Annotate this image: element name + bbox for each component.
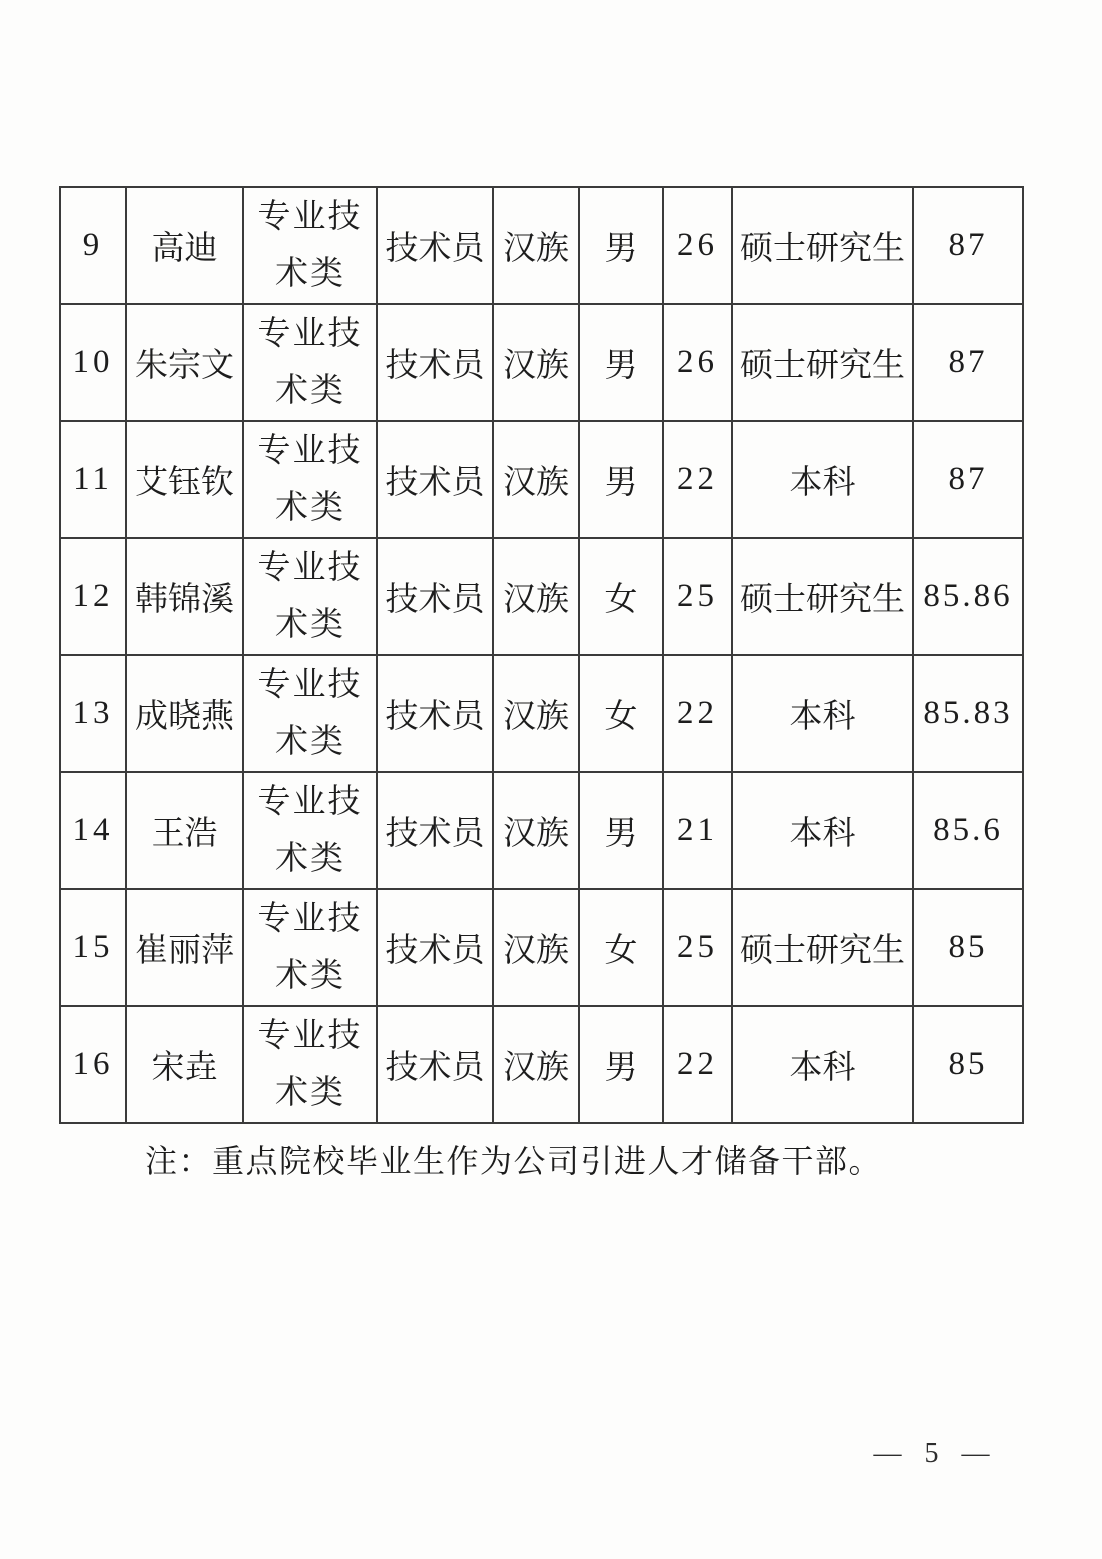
- cell-no: 10: [60, 304, 126, 421]
- cell-position: 技术员: [377, 1006, 493, 1123]
- table-row: [60, 772, 1023, 889]
- cell-score: 85.83: [913, 655, 1023, 772]
- cell-name: 艾钰钦: [126, 421, 243, 538]
- category-text: 专业技术类: [257, 315, 363, 409]
- cell-age: 26: [663, 187, 732, 304]
- table-row: [60, 187, 1023, 304]
- cell-no: 9: [60, 187, 126, 304]
- cell-name: 宋垚: [126, 1006, 243, 1123]
- cell-education: 硕士研究生: [732, 187, 913, 304]
- cell-gender: 男: [579, 304, 663, 421]
- cell-ethnicity: 汉族: [493, 187, 579, 304]
- table-row: [60, 1006, 1023, 1123]
- cell-gender: 女: [579, 655, 663, 772]
- cell-category: [243, 772, 377, 889]
- cell-education: 硕士研究生: [732, 304, 913, 421]
- cell-position: 技术员: [377, 538, 493, 655]
- cell-name: 成晓燕: [126, 655, 243, 772]
- cell-ethnicity: 汉族: [493, 538, 579, 655]
- cell-gender: 女: [579, 538, 663, 655]
- personnel-roster-table: [59, 186, 1024, 1124]
- category-text: 专业技术类: [257, 1017, 363, 1111]
- cell-category: [243, 304, 377, 421]
- cell-ethnicity: 汉族: [493, 1006, 579, 1123]
- cell-gender: 男: [579, 421, 663, 538]
- cell-position: 技术员: [377, 187, 493, 304]
- cell-score: 85.86: [913, 538, 1023, 655]
- category-text: 专业技术类: [257, 783, 363, 877]
- cell-gender: 男: [579, 187, 663, 304]
- category-text: 专业技术类: [257, 198, 363, 292]
- cell-score: 87: [913, 304, 1023, 421]
- cell-category: [243, 655, 377, 772]
- cell-no: 15: [60, 889, 126, 1006]
- cell-ethnicity: 汉族: [493, 421, 579, 538]
- cell-no: 13: [60, 655, 126, 772]
- category-text: 专业技术类: [257, 900, 363, 994]
- cell-ethnicity: 汉族: [493, 304, 579, 421]
- cell-score: 85.6: [913, 772, 1023, 889]
- cell-score: 85: [913, 889, 1023, 1006]
- cell-age: 22: [663, 1006, 732, 1123]
- cell-category: [243, 538, 377, 655]
- cell-age: 26: [663, 304, 732, 421]
- cell-gender: 女: [579, 889, 663, 1006]
- cell-position: 技术员: [377, 304, 493, 421]
- cell-age: 25: [663, 889, 732, 1006]
- cell-education: 本科: [732, 772, 913, 889]
- table-row: [60, 421, 1023, 538]
- cell-position: 技术员: [377, 421, 493, 538]
- cell-ethnicity: 汉族: [493, 889, 579, 1006]
- category-text: 专业技术类: [257, 549, 363, 643]
- cell-education: 本科: [732, 421, 913, 538]
- table-row: [60, 655, 1023, 772]
- footnote: 注：重点院校毕业生作为公司引进人才储备干部。: [145, 1143, 883, 1179]
- cell-education: 本科: [732, 655, 913, 772]
- cell-age: 22: [663, 421, 732, 538]
- cell-age: 21: [663, 772, 732, 889]
- cell-age: 22: [663, 655, 732, 772]
- cell-no: 12: [60, 538, 126, 655]
- cell-name: 高迪: [126, 187, 243, 304]
- cell-education: 本科: [732, 1006, 913, 1123]
- cell-category: [243, 1006, 377, 1123]
- table-row: [60, 538, 1023, 655]
- cell-gender: 男: [579, 772, 663, 889]
- category-text: 专业技术类: [257, 432, 363, 526]
- category-text: 专业技术类: [257, 666, 363, 760]
- cell-position: 技术员: [377, 772, 493, 889]
- cell-name: 王浩: [126, 772, 243, 889]
- cell-score: 85: [913, 1006, 1023, 1123]
- cell-category: [243, 187, 377, 304]
- cell-no: 16: [60, 1006, 126, 1123]
- cell-name: 韩锦溪: [126, 538, 243, 655]
- cell-ethnicity: 汉族: [493, 772, 579, 889]
- cell-category: [243, 421, 377, 538]
- cell-education: 硕士研究生: [732, 889, 913, 1006]
- table-row: [60, 889, 1023, 1006]
- cell-category: [243, 889, 377, 1006]
- cell-ethnicity: 汉族: [493, 655, 579, 772]
- cell-age: 25: [663, 538, 732, 655]
- page-number: — 5 —: [873, 1438, 993, 1469]
- cell-no: 14: [60, 772, 126, 889]
- cell-gender: 男: [579, 1006, 663, 1123]
- cell-score: 87: [913, 187, 1023, 304]
- cell-education: 硕士研究生: [732, 538, 913, 655]
- cell-score: 87: [913, 421, 1023, 538]
- cell-name: 朱宗文: [126, 304, 243, 421]
- cell-name: 崔丽萍: [126, 889, 243, 1006]
- table-row: [60, 304, 1023, 421]
- cell-position: 技术员: [377, 655, 493, 772]
- cell-no: 11: [60, 421, 126, 538]
- cell-position: 技术员: [377, 889, 493, 1006]
